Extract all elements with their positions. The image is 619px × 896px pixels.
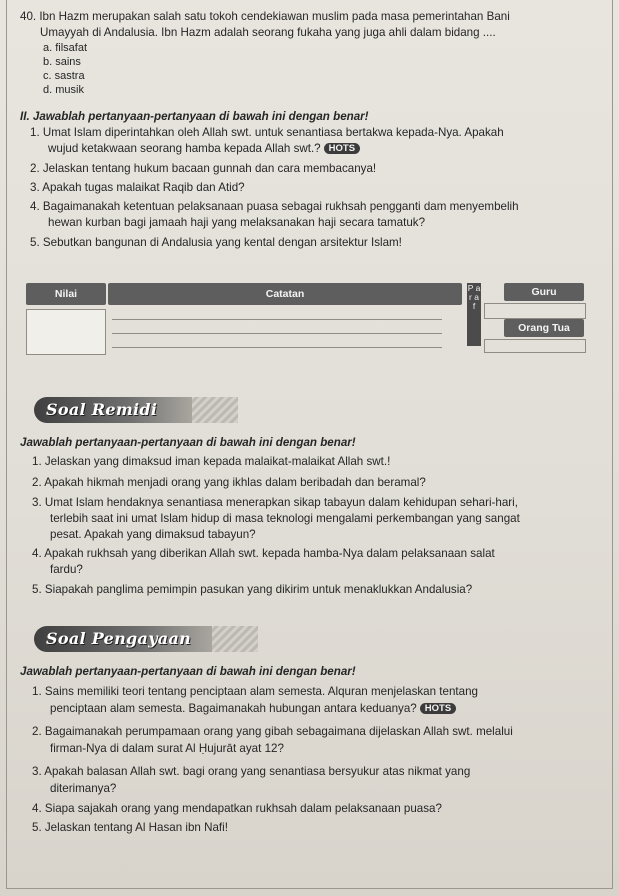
hots-badge: HOTS	[324, 143, 360, 154]
catatan-header: Catatan	[108, 283, 462, 305]
remidi-q3-line3: pesat. Apakah yang dimaksud tabayun?	[50, 528, 256, 541]
remidi-q4-line2: fardu?	[50, 563, 83, 576]
remidi-banner: Soal Remidi	[34, 397, 192, 423]
remidi-heading: Jawablah pertanyaan-pertanyaan di bawah ini dengan benar!	[20, 436, 356, 449]
section2-q3: 3. Apakah tugas malaikat Raqib dan Atid?	[30, 181, 245, 194]
evaluation-table	[26, 283, 586, 365]
remidi-q5: 5. Siapakah panglima pemimpin pasukan yang dikirim untuk menaklukkan Andalusia?	[32, 583, 473, 596]
pengayaan-q1-line2: penciptaan alam semesta. Bagaimanakah hubungan antara keduanya? HOTS	[50, 702, 456, 716]
remidi-q3-line1: 3. Umat Islam hendaknya senantiasa menerapkan sikap tabayun dalam kehidupan sehari-hari,	[32, 496, 518, 509]
nilai-box	[26, 309, 106, 355]
orang-tua-header: Orang Tua	[504, 319, 584, 337]
remidi-q4-line1: 4. Apakah rukhsah yang diberikan Allah swt. kepada hamba-Nya dalam pelaksanaan salat	[32, 547, 495, 560]
orang-tua-sign-box	[484, 339, 586, 353]
pengayaan-heading: Jawablah pertanyaan-pertanyaan di bawah ini dengan benar!	[20, 665, 356, 678]
remidi-q1: 1. Jelaskan yang dimaksud iman kepada malaikat-malaikat Allah swt.!	[32, 455, 391, 468]
hots-badge: HOTS	[420, 703, 456, 714]
section2-q4-line2: hewan kurban bagi jamaah haji yang melaksanakan haji secara tamatuk?	[48, 216, 426, 229]
q40-option-a: a. filsafat	[43, 42, 88, 54]
pengayaan-q3-line1: 3. Apakah balasan Allah swt. bagi orang yang senantiasa bersyukur atas nikmat yang	[32, 765, 471, 778]
section2-q5: 5. Sebutkan bangunan di Andalusia yang kental dengan arsitektur Islam!	[30, 236, 402, 249]
remidi-q3-line2: terlebih saat ini umat Islam hidup di masa teknologi mengalami perkembangan yang sangat	[50, 512, 520, 525]
nilai-header: Nilai	[26, 283, 106, 305]
pengayaan-banner: Soal Pengayaan	[34, 626, 212, 652]
pengayaan-q1-line1: 1. Sains memiliki teori tentang penciptaan alam semesta. Alquran menjelaskan tentang	[32, 685, 478, 698]
pengayaan-q4: 4. Siapa sajakah orang yang mendapatkan rukhsah dalam pelaksanaan puasa?	[32, 802, 442, 815]
remidi-q2: 2. Apakah hikmah menjadi orang yang ikhlas dalam beribadah dan beramal?	[32, 476, 426, 489]
q40-option-c: c. sastra	[43, 70, 85, 82]
q40-option-b: b. sains	[43, 56, 81, 68]
q40-line1: 40. Ibn Hazm merupakan salah satu tokoh cendekiawan muslim pada masa pemerintahan Bani	[20, 10, 510, 23]
pengayaan-q2-line1: 2. Bagaimanakah perumpamaan orang yang gibah sebagaimana dijelaskan Allah swt. melalui	[32, 725, 513, 738]
guru-header: Guru	[504, 283, 584, 301]
pengayaan-q3-line2: diterimanya?	[50, 782, 117, 795]
section2-q1-line2: wujud ketakwaan seorang hamba kepada Allah swt.? HOTS	[48, 142, 360, 156]
catatan-line-2	[112, 333, 442, 334]
section2-q2: 2. Jelaskan tentang hukum bacaan gunnah dan cara membacanya!	[30, 162, 377, 175]
q40-line2: Umayyah di Andalusia. Ibn Hazm adalah seorang fukaha yang juga ahli dalam bidang ....	[40, 26, 496, 39]
pengayaan-q2-line2: firman-Nya di dalam surat Al Ḥujurāt ayat 12?	[50, 742, 284, 755]
q40-option-d: d. musik	[43, 84, 84, 96]
catatan-line-1	[112, 319, 442, 320]
section2-q1-line1: 1. Umat Islam diperintahkan oleh Allah swt. untuk senantiasa bertakwa kepada-Nya. Apakah	[30, 126, 504, 139]
section2-q4-line1: 4. Bagaimanakah ketentuan pelaksanaan puasa sebagai rukhsah pengganti dam menyembelih	[30, 200, 519, 213]
paraf-label: P a r a f	[467, 283, 481, 346]
catatan-line-3	[112, 347, 442, 348]
pengayaan-q5: 5. Jelaskan tentang Al Hasan ibn Nafi!	[32, 821, 228, 834]
section2-heading: II. Jawablah pertanyaan-pertanyaan di bawah ini dengan benar!	[20, 110, 369, 123]
guru-sign-box	[484, 303, 586, 319]
